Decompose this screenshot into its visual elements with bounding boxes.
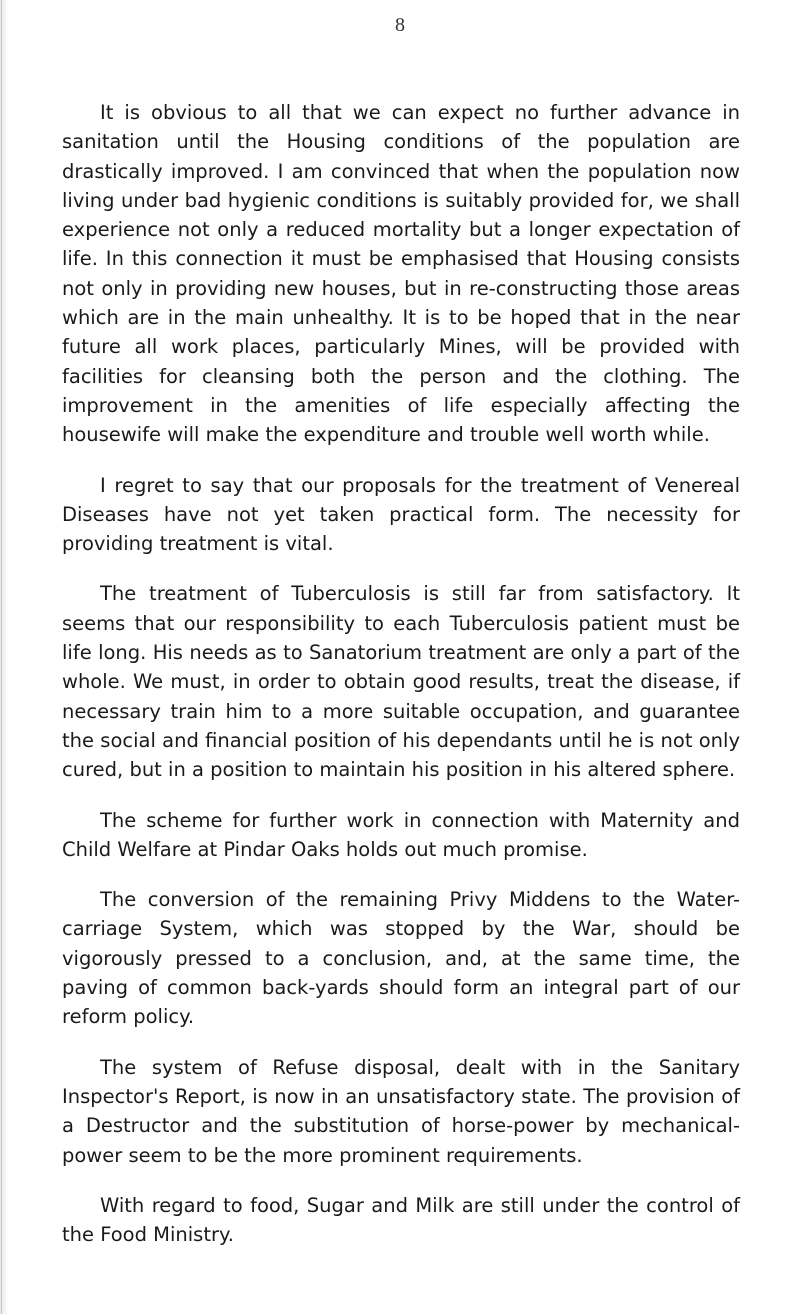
body-text <box>62 98 740 1270</box>
paragraph-refuse-disposal: The system of Refuse disposal, dealt with in the Sanitary Inspector's Report, is now in an unsatisfactory state. The provision of a Destructor and the substitution of horse-power by mechanical-power seem to be the more prominent requirements. <box>62 1055 740 1167</box>
page-edge-line <box>1 0 2 1314</box>
paragraph-privy-middens: The conversion of the remaining Privy Middens to the Water-carriage System, which was stopped by the War, should be vigorously pressed to a conclusion, and, at the same time, the paving of common back-yards should form an integral part of our reform policy. <box>62 888 740 1029</box>
paragraph-tuberculosis: The treatment of Tuberculosis is still far from satisfactory. It seems that our responsibility to each Tuberculosis patient must be life long. His needs as to Sanatorium treatment are only a part of the whole. We must, in order to obtain good results, treat the disease, if necessary train him to a more suitable occupation, and guarantee the social and financial position of his dependants until he is not only cured, but in a position to maintain his position in his altered sphere. <box>62 582 740 782</box>
page-number: 8 <box>395 14 405 36</box>
paragraph-food-control: With regard to food, Sugar and Milk are still under the control of the Food Ministry. <box>62 1193 740 1247</box>
paragraph-housing: It is obvious to all that we can expect no further advance in sanitation until the Housing conditions of the population are drastically improved. I am convinced that when the population now living under bad hygienic conditions is suitably provided for, we shall experience not only a reduced mortality but a longer expectation of life. In this connection it must be emphasised that Housing consists not only in providing new houses, but in re-constructing those areas which are in the main unhealthy. It is to be hoped that in the near future all work places, particularly Mines, will be provided with facilities for cleansing both the person and the clothing. The improvement in the amenities of life especially affecting the housewife will make the expenditure and trouble well worth while. <box>62 101 740 447</box>
paragraph-maternity-welfare: The scheme for further work in connection with Maternity and Child Welfare at Pindar Oaks holds out much promise. <box>62 808 740 861</box>
paragraph-venereal-diseases: I regret to say that our proposals for the treatment of Venereal Diseases have not yet taken practical form. The necessity for providing treatment is vital. <box>62 473 740 556</box>
